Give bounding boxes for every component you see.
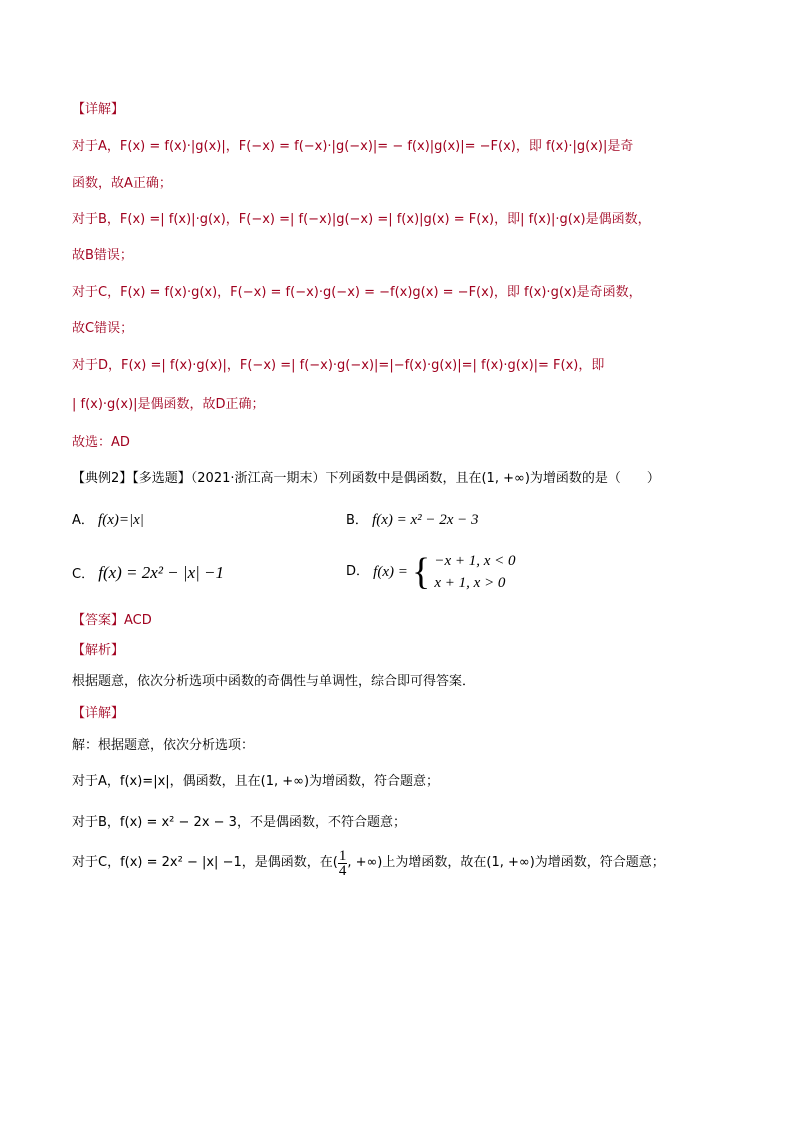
case-a-line-2: 函数，故A正确； [72,176,172,191]
case-d-line-2: | f(x)·g(x)|是偶函数，故D正确； [72,397,265,412]
answer-line: 【答案】ACD [72,613,152,628]
fraction-numerator: 1 [338,847,347,864]
option-a [72,510,144,531]
option-d-expression: f(x) = [373,564,408,580]
option-c-expression: f(x) = 2x² − |x| −1 [98,563,225,582]
option-a-label: A． [72,513,94,528]
case-c-line-2: 故C错误； [72,321,134,336]
case-1: −x + 1, x < 0 [434,553,516,569]
example-2-stem: 【典例2】【多选题】（2021·浙江高一期末）下列函数中是偶函数，且在(1, +∞)为增函数的是（ ） [72,471,660,486]
case-b-line-2: 故B错误； [72,248,133,263]
detail-case-c-prefix: 对于C，f(x) = 2x² − |x| −1，是偶函数，在( [72,855,338,870]
case-b-line-1: 对于B，F(x) =| f(x)|·g(x)，F(−x) =| f(−x)|g(−x) =| f(x)|g(x) = F(x)，即| f(x)|·g(x)是偶函数， [72,212,651,227]
option-b [346,510,479,531]
case-c-line-1: 对于C，F(x) = f(x)·g(x)，F(−x) = f(−x)·g(−x) = −f(x)g(x) = −F(x)，即 f(x)·g(x)是奇函数， [72,285,642,300]
detail-heading-1: 【详解】 [72,102,125,117]
option-c [72,563,224,585]
option-d-label: D． [346,564,370,579]
analysis-heading: 【解析】 [72,643,125,658]
detail-case-c-suffix: , +∞)上为增函数，故在(1, +∞)为增函数，符合题意； [347,855,665,870]
case-d-line-1: 对于D，F(x) =| f(x)·g(x)|，F(−x) =| f(−x)·g(−x)|=|−f(x)·g(x)|=| f(x)·g(x)|= F(x)，即 [72,358,605,373]
case-a-line-1: 对于A，F(x) = f(x)·|g(x)|，F(−x) = f(−x)·|g(−x)|= − f(x)|g(x)|= −F(x)，即 f(x)·|g(x)|是奇 [72,139,634,154]
option-a-expression: f(x)=|x| [98,512,144,528]
choice-line: 故选：AD [72,435,130,450]
fraction-denominator: 4 [338,862,347,879]
piecewise-cases [434,550,515,594]
option-c-label: C． [72,567,95,582]
detail-case-a: 对于A，f(x)=|x|，偶函数，且在(1, +∞)为增函数，符合题意； [72,774,440,789]
analysis-text: 根据题意，依次分析选项中函数的奇偶性与单调性，综合即可得答案． [72,674,476,689]
option-b-label: B． [346,513,368,528]
fraction-one-quarter [338,849,348,878]
detail-case-c [72,848,665,879]
option-d [346,550,516,594]
detail-intro: 解：根据题意，依次分析选项： [72,738,255,753]
detail-heading-2: 【详解】 [72,706,125,721]
detail-case-b: 对于B，f(x) = x² − 2x − 3，不是偶函数，不符合题意； [72,815,406,830]
case-2: x + 1, x > 0 [434,575,506,591]
left-brace: { [411,551,431,593]
option-b-expression: f(x) = x² − 2x − 3 [372,512,479,528]
